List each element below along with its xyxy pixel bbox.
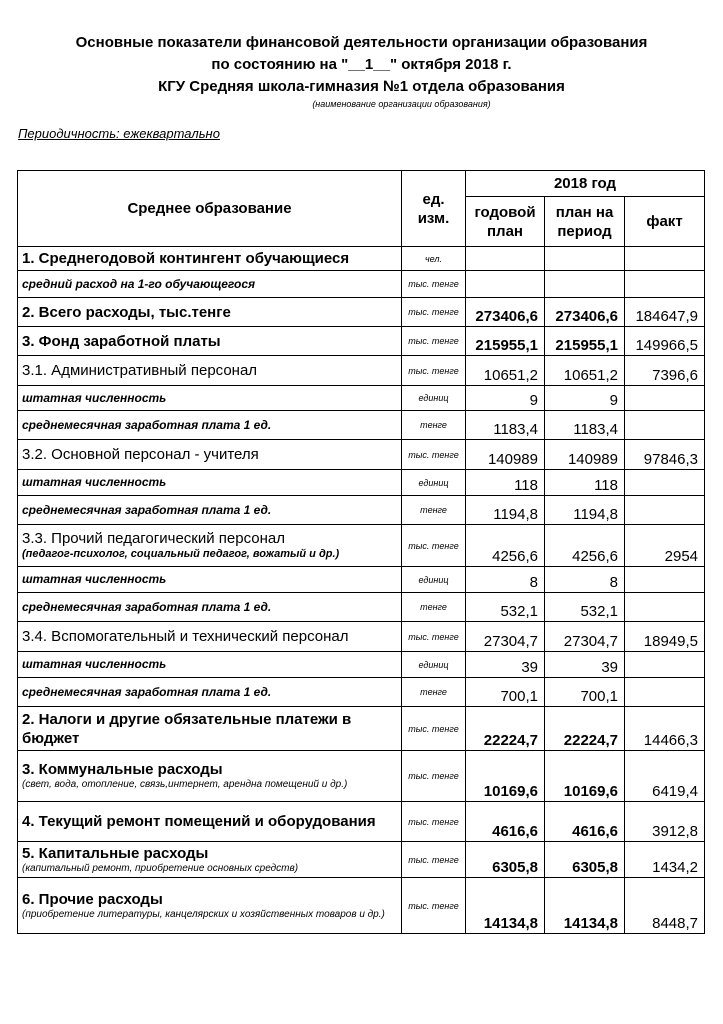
row-title: 1. Среднегодовой контингент обучающиеся (22, 250, 350, 267)
table-row (18, 707, 705, 751)
row-label (18, 327, 402, 356)
table-row (18, 386, 705, 411)
table-row (18, 593, 705, 622)
row-title: 3.2. Основной персонал - учителя (22, 446, 259, 463)
cell-annual: 4256,6 (466, 525, 545, 567)
table-row (18, 247, 705, 271)
header-annual: годовой план (466, 197, 545, 247)
row-unit: единиц (402, 652, 466, 678)
cell-fact: 14466,3 (625, 707, 705, 751)
row-unit: тыс. тенге (402, 802, 466, 842)
cell-period: 27304,7 (545, 622, 625, 652)
row-title: штатная численность (22, 390, 167, 405)
row-unit: тыс. тенге (402, 622, 466, 652)
cell-annual (466, 271, 545, 298)
row-label (18, 678, 402, 707)
row-unit: тыс. тенге (402, 842, 466, 878)
cell-period: 700,1 (545, 678, 625, 707)
cell-fact (625, 271, 705, 298)
cell-annual: 8 (466, 567, 545, 593)
cell-annual: 140989 (466, 440, 545, 470)
table-row (18, 411, 705, 440)
row-title: среднемесячная заработная плата 1 ед. (22, 684, 272, 699)
cell-period: 1183,4 (545, 411, 625, 440)
table-body (18, 247, 705, 934)
row-unit: тыс. тенге (402, 271, 466, 298)
row-label (18, 622, 402, 652)
row-unit: тенге (402, 678, 466, 707)
row-label (18, 496, 402, 525)
row-title: штатная численность (22, 475, 167, 489)
cell-period: 9 (545, 386, 625, 411)
cell-period: 22224,7 (545, 707, 625, 751)
table-row (18, 525, 705, 567)
cell-fact: 2954 (625, 525, 705, 567)
cell-annual: 532,1 (466, 593, 545, 622)
row-unit: тенге (402, 593, 466, 622)
row-title: средний расход на 1-го обучающегося (22, 276, 256, 291)
row-title: среднемесячная заработная плата 1 ед. (22, 502, 272, 517)
cell-period (545, 247, 625, 271)
cell-fact (625, 386, 705, 411)
cell-annual: 39 (466, 652, 545, 678)
cell-annual: 700,1 (466, 678, 545, 707)
row-title: 2. Налоги и другие обязательные платежи в бюджет (22, 710, 352, 747)
cell-fact: 18949,5 (625, 622, 705, 652)
cell-annual: 118 (466, 470, 545, 496)
cell-period: 140989 (545, 440, 625, 470)
cell-fact: 149966,5 (625, 327, 705, 356)
row-title: штатная численность (22, 572, 167, 586)
row-label (18, 298, 402, 327)
table-row (18, 298, 705, 327)
cell-annual: 1183,4 (466, 411, 545, 440)
cell-fact: 3912,8 (625, 802, 705, 842)
title-line-3: КГУ Средняя школа-гимназия №1 отдела образования (158, 78, 565, 95)
cell-annual: 9 (466, 386, 545, 411)
header-name: Среднее образование (18, 171, 402, 247)
cell-period: 532,1 (545, 593, 625, 622)
cell-fact: 97846,3 (625, 440, 705, 470)
row-unit: тыс. тенге (402, 751, 466, 802)
row-label (18, 567, 402, 593)
row-unit: тыс. тенге (402, 525, 466, 567)
row-title: 3. Коммунальные расходы (22, 761, 223, 778)
row-unit: тыс. тенге (402, 327, 466, 356)
row-title: 3.1. Административный персонал (22, 362, 258, 379)
cell-annual: 4616,6 (466, 802, 545, 842)
cell-fact: 7396,6 (625, 356, 705, 386)
cell-fact (625, 411, 705, 440)
table-row (18, 652, 705, 678)
cell-annual (466, 247, 545, 271)
cell-fact: 6419,4 (625, 751, 705, 802)
cell-period: 14134,8 (545, 878, 625, 934)
row-title: 6. Прочие расходы (22, 890, 163, 908)
cell-fact: 8448,7 (625, 878, 705, 934)
cell-period: 118 (545, 470, 625, 496)
cell-fact (625, 496, 705, 525)
row-subtitle: (свет, вода, отопление, связь,интернет, арeндна помещений и др.) (22, 779, 348, 790)
row-label (18, 271, 402, 298)
row-unit: тыс. тенге (402, 878, 466, 934)
finance-table (17, 170, 705, 934)
cell-fact: 1434,2 (625, 842, 705, 878)
header-unit: ед. изм. (402, 171, 466, 247)
cell-annual: 10169,6 (466, 751, 545, 802)
cell-period: 8 (545, 567, 625, 593)
table-row (18, 878, 705, 934)
row-unit: тенге (402, 411, 466, 440)
table-row (18, 678, 705, 707)
table-row (18, 327, 705, 356)
cell-annual: 215955,1 (466, 327, 545, 356)
row-unit: тыс. тенге (402, 707, 466, 751)
table-row (18, 470, 705, 496)
row-title: 2. Всего расходы, тыс.тенге (22, 303, 231, 321)
table-row (18, 271, 705, 298)
cell-annual: 27304,7 (466, 622, 545, 652)
table-row (18, 802, 705, 842)
table-row (18, 440, 705, 470)
cell-annual: 1194,8 (466, 496, 545, 525)
row-unit: тенге (402, 496, 466, 525)
cell-fact (625, 247, 705, 271)
cell-period: 4256,6 (545, 525, 625, 567)
cell-fact (625, 652, 705, 678)
row-title: 4. Текущий ремонт помещений и оборудования (22, 813, 376, 830)
title-line-1: Основные показатели финансовой деятельности организации образования (75, 34, 648, 51)
cell-period: 6305,8 (545, 842, 625, 878)
table-row (18, 567, 705, 593)
row-unit: чел. (402, 247, 466, 271)
row-title: штатная численность (22, 657, 167, 671)
table-row (18, 751, 705, 802)
cell-period: 10169,6 (545, 751, 625, 802)
table-row (18, 842, 705, 878)
cell-fact: 184647,9 (625, 298, 705, 327)
title-line-2: по состоянию на "__1__" октября 2018 г. (211, 56, 512, 73)
periodicity: Периодичность: ежеквартально (18, 126, 220, 141)
cell-period (545, 271, 625, 298)
row-unit: тыс. тенге (402, 298, 466, 327)
cell-fact (625, 567, 705, 593)
row-subtitle: (педагог-психолог, социальный педагог, вожатый и др.) (22, 548, 340, 560)
row-label (18, 878, 402, 934)
row-subtitle: (приобретение литературы, канцелярских и хозяйственных товаров и др.) (22, 908, 385, 920)
row-label (18, 247, 402, 271)
row-title: 5. Капитальные расходы (22, 844, 209, 862)
cell-fact (625, 593, 705, 622)
row-title: 3. Фонд заработной платы (22, 332, 221, 350)
row-label (18, 386, 402, 411)
row-label (18, 842, 402, 878)
row-label (18, 411, 402, 440)
row-label (18, 707, 402, 751)
cell-annual: 14134,8 (466, 878, 545, 934)
org-name-note: (наименование организации образования) (312, 99, 491, 109)
header-fact: факт (625, 197, 705, 247)
header-year: 2018 год (466, 171, 705, 197)
row-label (18, 802, 402, 842)
row-subtitle: (капитальный ремонт, приобретение основных средств) (22, 862, 299, 874)
row-unit: единиц (402, 386, 466, 411)
table-row (18, 356, 705, 386)
cell-annual: 6305,8 (466, 842, 545, 878)
cell-period: 1194,8 (545, 496, 625, 525)
cell-fact (625, 678, 705, 707)
row-label (18, 593, 402, 622)
cell-period: 215955,1 (545, 327, 625, 356)
cell-fact (625, 470, 705, 496)
row-title: 3.4. Вспомогательный и технический персонал (22, 628, 349, 645)
row-label (18, 440, 402, 470)
row-label (18, 356, 402, 386)
row-unit: тыс. тенге (402, 440, 466, 470)
cell-period: 10651,2 (545, 356, 625, 386)
cell-period: 4616,6 (545, 802, 625, 842)
row-unit: тыс. тенге (402, 356, 466, 386)
row-title: среднемесячная заработная плата 1 ед. (22, 417, 272, 432)
row-unit: единиц (402, 567, 466, 593)
row-label (18, 652, 402, 678)
row-title: среднемесячная заработная плата 1 ед. (22, 599, 272, 614)
cell-period: 273406,6 (545, 298, 625, 327)
cell-annual: 10651,2 (466, 356, 545, 386)
row-title: 3.3. Прочий педагогический персонал (22, 530, 285, 547)
cell-annual: 273406,6 (466, 298, 545, 327)
cell-period: 39 (545, 652, 625, 678)
row-label (18, 751, 402, 802)
row-label (18, 470, 402, 496)
row-unit: единиц (402, 470, 466, 496)
row-label (18, 525, 402, 567)
table-row (18, 622, 705, 652)
table-row (18, 496, 705, 525)
header-period: план на период (545, 197, 625, 247)
cell-annual: 22224,7 (466, 707, 545, 751)
